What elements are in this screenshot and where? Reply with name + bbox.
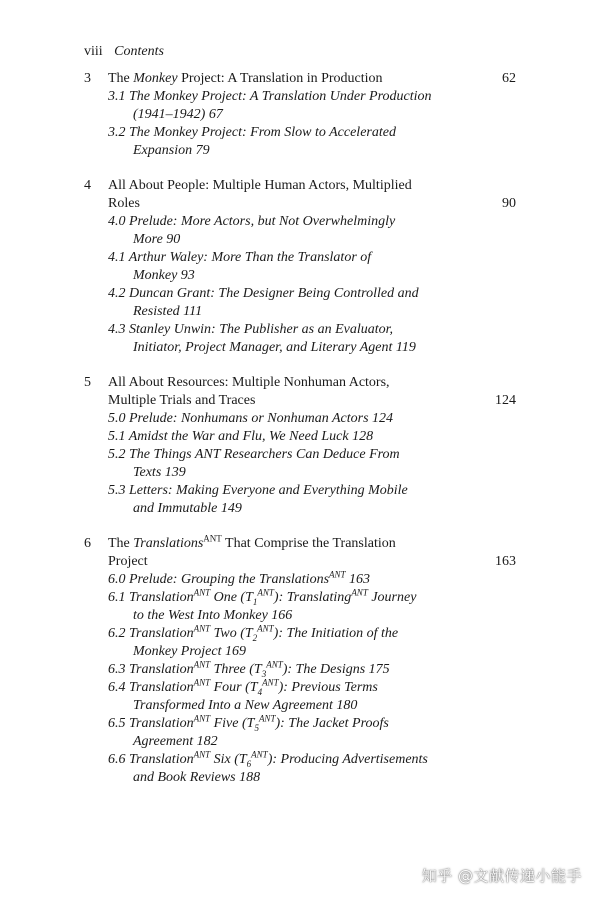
page-number: viii [84,44,103,59]
section-entry: 6.2 Translation$^{ANT}$ Two $(T_2^{ANT})$: The Initiation of the Monkey Project 169 [108,623,399,659]
section-entry: 3.2 The Monkey Project: From Slow to Accelerated Expansion 79 [108,125,396,158]
chapter-number: 4 [84,178,91,193]
section-entry: 5.2 The Things ANT Researchers Can Deduce From Texts 139 [108,447,400,480]
chapter-number: 6 [84,536,91,551]
watermark: 知乎 @文献传递小能手 [421,867,582,885]
section-entry: 4.1 Arthur Waley: More Than the Translator of Monkey 93 [108,250,372,283]
section-entry: 5.1 Amidst the War and Flu, We Need Luck 128 [108,429,374,444]
section-entry: 4.2 Duncan Grant: The Designer Being Controlled and Resisted 111 [108,286,419,319]
section-entry: 6.5 Translation$^{ANT}$ Five $(T_5^{ANT})$: The Jacket Proofs Agreement 182 [108,713,389,749]
section-entry: 3.1 The Monkey Project: A Translation Under Production (1941–1942) 67 [108,89,432,122]
section-entry: 6.1 Translation$^{ANT}$ One $(T_1^{ANT})$: Translating$^{ANT}$ Journey to the West Into Monkey 166 [108,587,417,623]
chapter-page: 163 [495,554,516,569]
running-head: Contents [114,44,164,59]
section-entry: 6.3 Translation$^{ANT}$ Three $(T_3^{ANT})$: The Designs 175 [108,659,390,679]
section-entry: 5.0 Prelude: Nonhumans or Nonhuman Actors 124 [108,411,394,426]
page-header [84,44,164,60]
chapter-title: All About Resources: Multiple Nonhuman Actors, Multiple Trials and Traces [108,375,390,408]
chapter-title: The Translations$^{ANT}$ That Comprise the Translation Project [108,533,396,569]
section-entry: 6.0 Prelude: Grouping the Translations$^{ANT}$ 163 [108,569,371,587]
chapter-page: 62 [502,71,516,86]
section-entry: 4.0 Prelude: More Actors, but Not Overwhelmingly More 90 [108,214,396,247]
section-entry: 6.4 Translation$^{ANT}$ Four $(T_4^{ANT})$: Previous Terms Transformed Into a New Agreement 180 [108,677,378,713]
chapter-number: 5 [84,375,91,390]
chapter-title: All About People: Multiple Human Actors, Multiplied Roles [108,178,412,211]
section-entry: 4.3 Stanley Unwin: The Publisher as an Evaluator, Initiator, Project Manager, and Literary Agent 119 [108,322,416,355]
section-entry: 5.3 Letters: Making Everyone and Everything Mobile and Immutable 149 [108,483,408,516]
chapter-number: 3 [84,71,91,86]
chapter-title: The Monkey Project: A Translation in Production [108,71,383,86]
chapter-page: 124 [495,393,516,408]
chapter-page: 90 [502,196,516,211]
section-entry: 6.6 Translation$^{ANT}$ Six $(T_6^{ANT})$: Producing Advertisements and Book Reviews 188 [108,749,428,785]
